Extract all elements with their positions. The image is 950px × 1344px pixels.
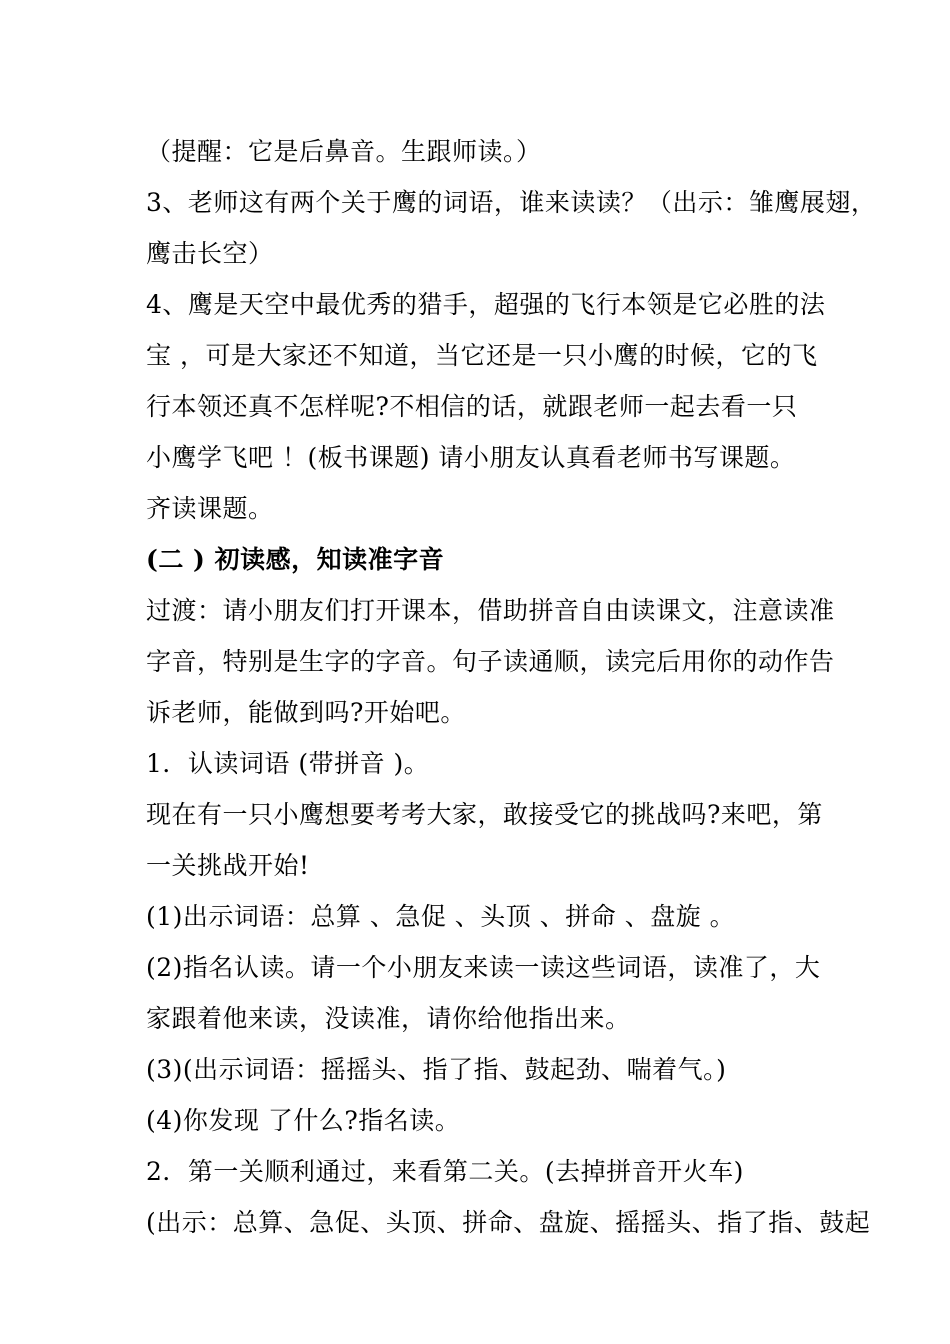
text-line: 1．认读词语 (带拼音 )。 [146,749,430,778]
text-line: (4)你发现 了什么?指名读。 [146,1106,461,1135]
text-line: （提醒：它是后鼻音。生跟师读。） [146,137,542,166]
text-line: 家跟着他来读，没读准，请你给他指出来。 [146,1004,631,1033]
text-line: 宝 ，可是大家还不知道，当它还是一只小鹰的时候，它的飞 [146,341,818,370]
section-heading: (二 ) 初读感，知读准字音 [146,545,445,574]
text-line: 3、老师这有两个关于鹰的词语，谁来读读？（出示：雏鹰展翅， [146,188,877,217]
text-line: 2．第一关顺利通过，来看第二关。(去掉拼音开火车) [146,1157,744,1186]
text-line: (2)指名认读。请一个小朋友来读一读这些词语，读准了，大 [146,953,821,982]
text-line: 现在有一只小鹰想要考考大家，敢接受它的挑战吗?来吧，第 [146,800,823,829]
document-page [146,126,877,1248]
text-line: 4、鹰是天空中最优秀的猎手，超强的飞行本领是它必胜的法 [146,290,826,319]
text-line: 齐读课题。 [146,494,274,523]
text-line: 过渡：请小朋友们打开课本，借助拼音自由读课文，注意读准 [146,596,835,625]
text-line: 小鹰学飞吧 ！(板书课题) 请小朋友认真看老师书写课题。 [146,443,796,472]
text-line: 一关挑战开始! [146,851,310,880]
text-line: (1)出示词语：总算 、急促 、头顶 、拼命 、盘旋 。 [146,902,736,931]
text-line: (3)(出示词语：摇摇头、指了指、鼓起劲、喘着气。) [146,1055,727,1084]
text-line: (出示：总算、急促、头顶、拼命、盘旋、摇摇头、指了指、鼓起 [146,1208,871,1237]
text-line: 行本领还真不怎样呢?不相信的话，就跟老师一起去看一只 [146,392,798,421]
text-line: 字音，特别是生字的字音。句子读通顺，读完后用你的动作告 [146,647,835,676]
text-line: 鹰击长空） [146,239,274,268]
text-line: 诉老师，能做到吗?开始吧。 [146,698,466,727]
